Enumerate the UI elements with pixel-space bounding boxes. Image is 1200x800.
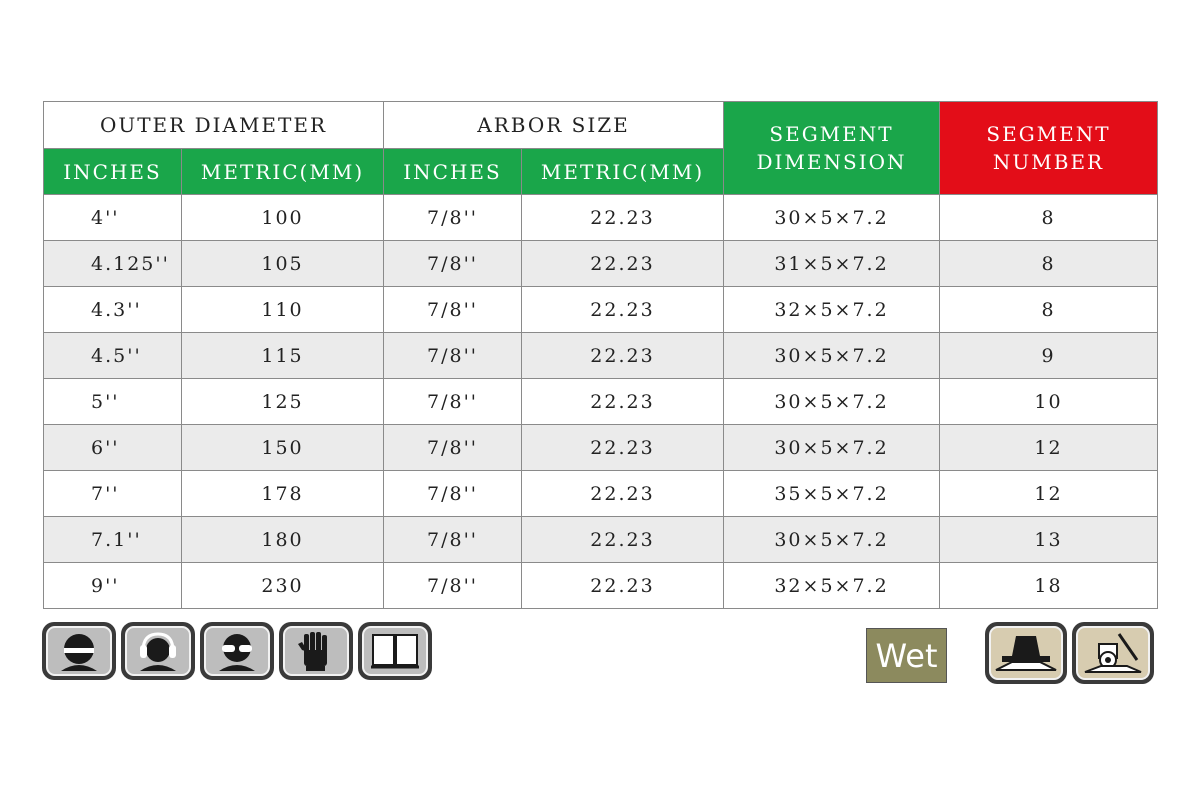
- segment-dimension-cell: 31×5×7.2: [724, 241, 940, 287]
- od-metric-cell: 115: [182, 333, 384, 379]
- od-metric-cell: 125: [182, 379, 384, 425]
- outer-diameter-header: OUTER DIAMETER: [44, 102, 384, 149]
- segment-number-cell: 13: [940, 517, 1158, 563]
- arbor-metric-cell: 22.23: [522, 425, 724, 471]
- od-metric-cell: 100: [182, 195, 384, 241]
- table-row: [44, 287, 1158, 333]
- od-metric-cell: 105: [182, 241, 384, 287]
- table-row: [44, 563, 1158, 609]
- cutting-machine-icon: [1072, 622, 1154, 684]
- od-metric-header: METRIC(MM): [182, 149, 384, 195]
- od-inches-cell: 4.125'': [44, 241, 182, 287]
- arbor-metric-cell: 22.23: [522, 563, 724, 609]
- od-metric-cell: 150: [182, 425, 384, 471]
- segment-number-cell: 8: [940, 195, 1158, 241]
- arbor-inches-cell: 7/8'': [384, 471, 522, 517]
- segment-dimension-cell: 30×5×7.2: [724, 517, 940, 563]
- od-inches-cell: 9'': [44, 563, 182, 609]
- segment-number-cell: 9: [940, 333, 1158, 379]
- arbor-metric-cell: 22.23: [522, 471, 724, 517]
- table-row: [44, 333, 1158, 379]
- segment-number-cell: 10: [940, 379, 1158, 425]
- od-inches-header: INCHES: [44, 149, 182, 195]
- segment-dimension-cell: 30×5×7.2: [724, 195, 940, 241]
- od-inches-cell: 4'': [44, 195, 182, 241]
- od-inches-cell: 5'': [44, 379, 182, 425]
- arbor-metric-cell: 22.23: [522, 517, 724, 563]
- arbor-metric-cell: 22.23: [522, 241, 724, 287]
- od-metric-cell: 230: [182, 563, 384, 609]
- gloves-icon: [279, 622, 353, 680]
- table-row: [44, 471, 1158, 517]
- segment-dimension-header: SEGMENT DIMENSION: [724, 102, 940, 195]
- segment-number-cell: 8: [940, 241, 1158, 287]
- segment-dimension-cell: 30×5×7.2: [724, 425, 940, 471]
- arbor-metric-cell: 22.23: [522, 333, 724, 379]
- arbor-inches-cell: 7/8'': [384, 287, 522, 333]
- arbor-size-header: ARBOR SIZE: [384, 102, 724, 149]
- arbor-inches-cell: 7/8'': [384, 425, 522, 471]
- tool-icons: [985, 622, 1154, 684]
- table-row: [44, 195, 1158, 241]
- arbor-metric-cell: 22.23: [522, 379, 724, 425]
- od-metric-cell: 110: [182, 287, 384, 333]
- od-metric-cell: 180: [182, 517, 384, 563]
- arbor-metric-header: METRIC(MM): [522, 149, 724, 195]
- od-inches-cell: 4.5'': [44, 333, 182, 379]
- segment-dimension-cell: 32×5×7.2: [724, 563, 940, 609]
- arbor-inches-cell: 7/8'': [384, 241, 522, 287]
- segment-number-header: SEGMENT NUMBER: [940, 102, 1158, 195]
- od-inches-cell: 4.3'': [44, 287, 182, 333]
- table-row: [44, 241, 1158, 287]
- segment-number-cell: 18: [940, 563, 1158, 609]
- segment-dimension-cell: 35×5×7.2: [724, 471, 940, 517]
- od-inches-cell: 6'': [44, 425, 182, 471]
- arbor-metric-cell: 22.23: [522, 195, 724, 241]
- segment-dimension-cell: 30×5×7.2: [724, 379, 940, 425]
- safety-goggles-icon: [200, 622, 274, 680]
- arbor-inches-cell: 7/8'': [384, 563, 522, 609]
- table-row: [44, 425, 1158, 471]
- arbor-inches-cell: 7/8'': [384, 379, 522, 425]
- helmet-icon: [42, 622, 116, 680]
- arbor-inches-cell: 7/8'': [384, 333, 522, 379]
- segment-number-cell: 12: [940, 471, 1158, 517]
- arbor-inches-cell: 7/8'': [384, 517, 522, 563]
- safety-icons: [42, 622, 432, 680]
- wet-badge: Wet: [866, 628, 947, 683]
- spec-table: [43, 101, 1158, 609]
- table-row: [44, 379, 1158, 425]
- od-inches-cell: 7'': [44, 471, 182, 517]
- od-metric-cell: 178: [182, 471, 384, 517]
- arbor-inches-header: INCHES: [384, 149, 522, 195]
- segment-dimension-cell: 32×5×7.2: [724, 287, 940, 333]
- od-inches-cell: 7.1'': [44, 517, 182, 563]
- table-row: [44, 517, 1158, 563]
- angle-grinder-icon: [985, 622, 1067, 684]
- segment-dimension-cell: 30×5×7.2: [724, 333, 940, 379]
- manual-icon: [358, 622, 432, 680]
- arbor-metric-cell: 22.23: [522, 287, 724, 333]
- ear-protection-icon: [121, 622, 195, 680]
- segment-number-cell: 8: [940, 287, 1158, 333]
- segment-number-cell: 12: [940, 425, 1158, 471]
- arbor-inches-cell: 7/8'': [384, 195, 522, 241]
